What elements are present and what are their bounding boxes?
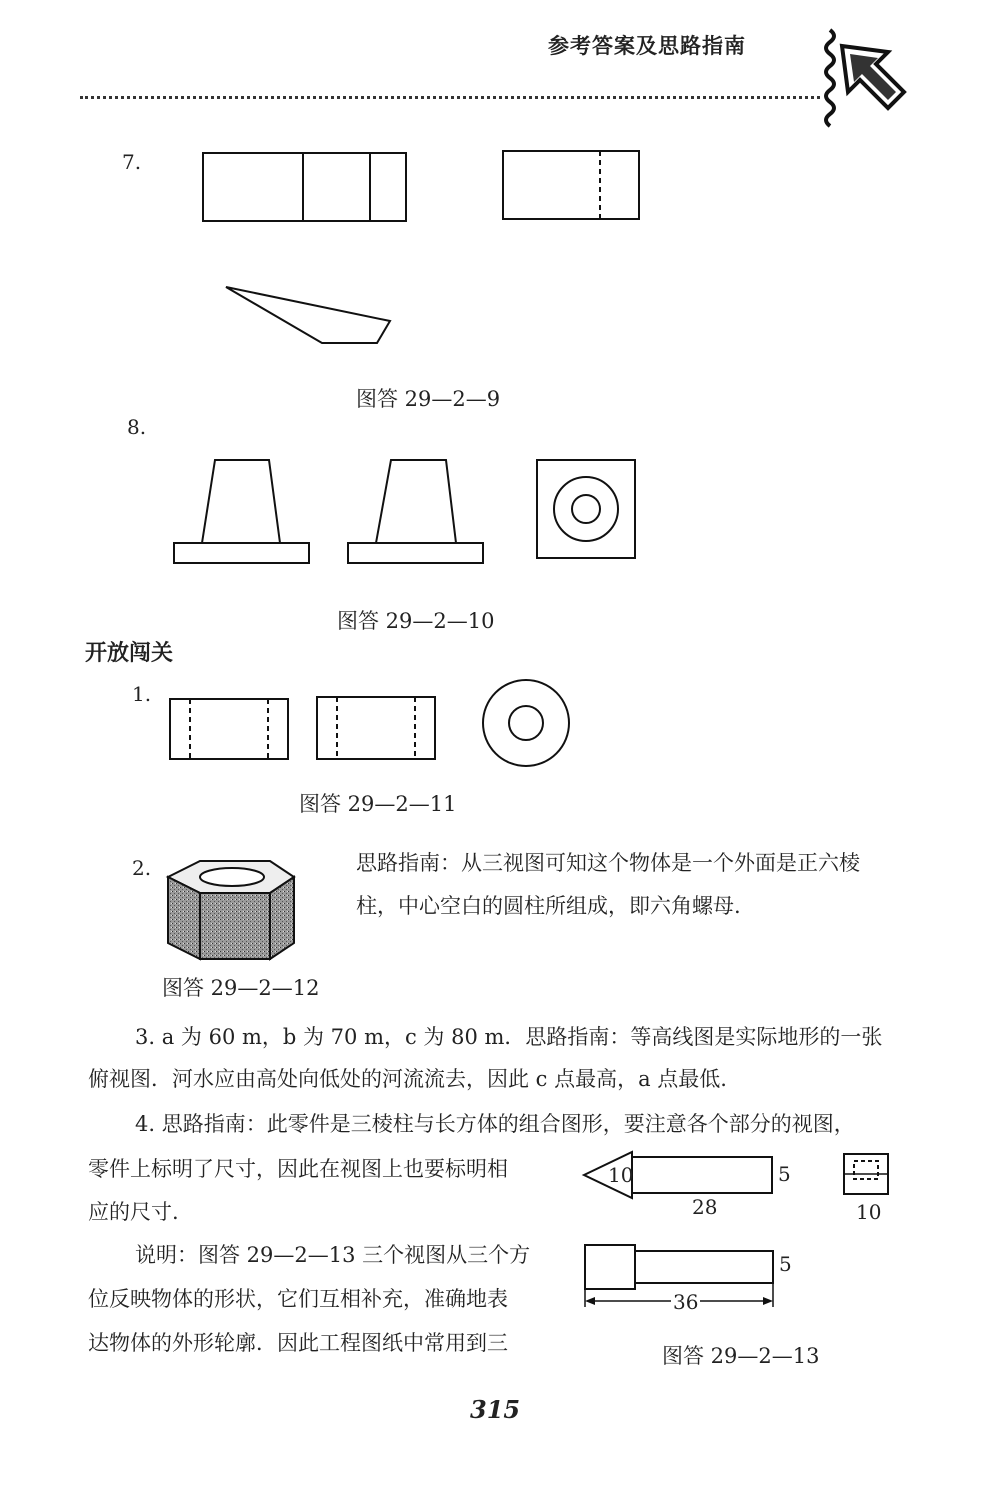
q7-front-view: [200, 150, 410, 225]
header-title: 参考答案及思路指南: [548, 34, 746, 58]
p4-line3: 应的尺寸.: [88, 1200, 179, 1224]
arrow-up-left-icon: [838, 42, 908, 122]
p2-caption: 图答 29—2—12: [162, 976, 320, 1000]
p1-label: 1.: [132, 682, 152, 706]
p2-line2: 柱，中心空白的圆柱所组成，即六角螺母.: [356, 894, 741, 918]
q8-side-view: [346, 458, 486, 566]
p3-line2: 俯视图．河水应由高处向低处的河流流去，因此 c 点最高，a 点最低.: [88, 1067, 727, 1091]
p4-side-view: [842, 1152, 892, 1198]
p2-label: 2.: [132, 856, 152, 880]
p1-top-view: [480, 677, 572, 769]
p4-caption: 图答 29—2—13: [662, 1344, 820, 1368]
page-number: 315: [470, 1395, 521, 1424]
header-divider: [80, 96, 820, 99]
dim-top-height: 5: [779, 1252, 792, 1276]
q7-top-view: [222, 283, 397, 348]
q8-front-view: [172, 458, 312, 566]
dim-front-height: 5: [778, 1162, 791, 1186]
wavy-line-icon: [820, 30, 840, 130]
q7-side-view: [500, 148, 642, 223]
q7-caption: 图答 29—2—9: [356, 387, 501, 411]
q7-label: 7.: [122, 150, 142, 174]
p2-line1: 思路指南：从三视图可知这个物体是一个外面是正六棱: [356, 851, 860, 875]
p4-line4: 说明：图答 29—2—13 三个视图从三个方: [135, 1243, 531, 1267]
dim-top-length: 36: [673, 1290, 699, 1314]
dim-side-width: 10: [856, 1200, 882, 1224]
p4-line6: 达物体的外形轮廓．因此工程图纸中常用到三: [88, 1331, 508, 1355]
dim-front-length: 28: [692, 1195, 718, 1219]
p1-caption: 图答 29—2—11: [299, 792, 457, 816]
q8-top-view: [535, 458, 639, 562]
dim-front-tip: 10: [608, 1163, 634, 1187]
section-title: 开放闯关: [85, 641, 174, 666]
p4-line2: 零件上标明了尺寸，因此在视图上也要标明相: [88, 1157, 508, 1181]
p4-line5: 位反映物体的形状，它们互相补充，准确地表: [88, 1287, 508, 1311]
p3-line1: 3. a 为 60 m，b 为 70 m，c 为 80 m．思路指南：等高线图是实际地形的一张: [135, 1025, 883, 1049]
p4-line1: 4. 思路指南：此零件是三棱柱与长方体的组合图形，要注意各个部分的视图，: [135, 1112, 855, 1136]
q8-label: 8.: [127, 415, 147, 439]
p1-front-view: [168, 697, 292, 762]
hex-nut-illustration: [160, 855, 300, 965]
q8-caption: 图答 29—2—10: [337, 609, 495, 633]
p1-side-view: [315, 695, 439, 762]
